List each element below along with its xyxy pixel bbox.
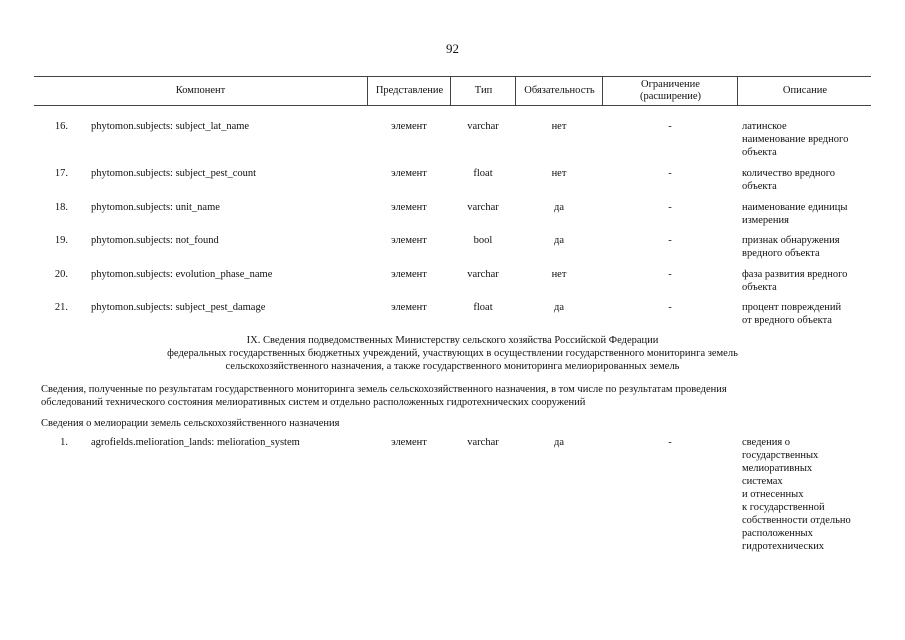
row-mandatory: нет	[551, 269, 567, 280]
header-mandatory: Обязательность	[515, 77, 603, 105]
row-limitation: -	[668, 168, 672, 179]
row-type: varchar	[467, 269, 499, 280]
row-description: сведения о государственных мелиоративных системах и отнесенных к государственной собственности отдельно расположенных гидротехнических	[742, 437, 851, 552]
row-type: varchar	[467, 437, 499, 448]
table-header	[34, 76, 871, 106]
row-type: float	[473, 168, 493, 179]
row-description: признак обнаружения вредного объекта	[742, 235, 840, 259]
row-mandatory: да	[553, 302, 564, 313]
section-heading: IX. Сведения подведомственных Министерству сельского хозяйства Российской Федерации федеральных государственных бюджетных учреждений, участвующих в осуществлении государственного мониторинга земель сельскохозяйственного назначения, а также государственного мониторинга мелиорированных земель	[167, 335, 738, 372]
header-description: Описание	[737, 77, 872, 105]
row-number: 1.	[60, 437, 68, 448]
row-representation: элемент	[391, 269, 427, 280]
row-mandatory: нет	[551, 121, 567, 132]
row-number: 17.	[54, 168, 68, 179]
header-type: Тип	[450, 77, 516, 105]
row-type: float	[473, 302, 493, 313]
row-representation: элемент	[391, 202, 427, 213]
row-type: varchar	[467, 121, 499, 132]
row-description: наименование единицы измерения	[742, 202, 848, 226]
row-number: 20.	[54, 269, 68, 280]
row-mandatory: да	[553, 202, 564, 213]
page-number: 92	[446, 41, 459, 56]
row-component: phytomon.subjects: unit_name	[91, 202, 220, 213]
row-description: фаза развития вредного объекта	[742, 269, 848, 293]
header-limitation: Ограничение (расширение)	[602, 77, 738, 105]
row-limitation: -	[668, 302, 672, 313]
row-description: количество вредного объекта	[742, 168, 835, 192]
row-representation: элемент	[391, 168, 427, 179]
row-representation: элемент	[391, 235, 427, 246]
row-number: 16.	[54, 121, 68, 132]
row-limitation: -	[668, 437, 672, 448]
row-mandatory: нет	[551, 168, 567, 179]
row-representation: элемент	[391, 121, 427, 132]
row-component: phytomon.subjects: subject_pest_damage	[91, 302, 266, 313]
header-component: Компонент	[175, 85, 226, 96]
intro-paragraph: Сведения, полученные по результатам государственного мониторинга земель сельскохозяйственного назначения, в том числе по результатам проведения обследований технического состояния мелиоративных систем и отдельно расположенных гидротехнических сооружений	[41, 384, 727, 408]
row-limitation: -	[668, 202, 672, 213]
row-representation: элемент	[391, 437, 427, 448]
row-limitation: -	[668, 235, 672, 246]
row-number: 18.	[54, 202, 68, 213]
row-limitation: -	[668, 269, 672, 280]
row-number: 19.	[54, 235, 68, 246]
row-mandatory: да	[553, 235, 564, 246]
row-component: phytomon.subjects: evolution_phase_name	[91, 269, 273, 280]
row-component: phytomon.subjects: subject_pest_count	[91, 168, 257, 179]
row-component: agrofields.melioration_lands: melioration_system	[91, 437, 300, 448]
row-component: phytomon.subjects: subject_lat_name	[91, 121, 250, 132]
row-number: 21.	[54, 302, 68, 313]
row-type: bool	[473, 235, 493, 246]
row-type: varchar	[467, 202, 499, 213]
header-representation: Представление	[367, 77, 451, 105]
row-description: латинское наименование вредного объекта	[742, 121, 849, 158]
row-description: процент повреждений от вредного объекта	[742, 302, 842, 326]
row-limitation: -	[668, 121, 672, 132]
row-component: phytomon.subjects: not_found	[91, 235, 219, 246]
row-mandatory: да	[553, 437, 564, 448]
subsection-heading: Сведения о мелиорации земель сельскохозяйственного назначения	[41, 418, 340, 429]
row-representation: элемент	[391, 302, 427, 313]
